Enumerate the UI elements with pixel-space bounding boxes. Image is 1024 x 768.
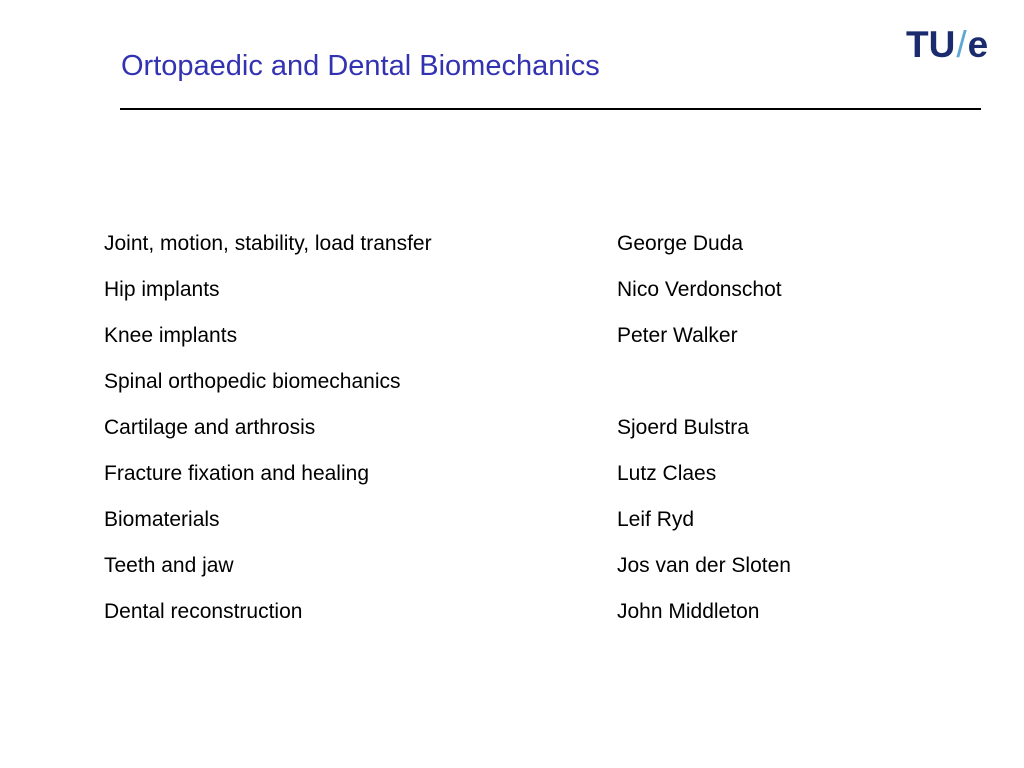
slide-title: Ortopaedic and Dental Biomechanics (121, 50, 600, 82)
list-item (104, 368, 904, 414)
list-item (104, 276, 904, 322)
topic-label: Biomaterials (104, 508, 220, 531)
list-item (104, 460, 904, 506)
topic-speaker-list (104, 230, 904, 644)
speaker-name: Nico Verdonschot (617, 278, 782, 301)
list-item (104, 552, 904, 598)
speaker-name: Leif Ryd (617, 508, 695, 531)
logo-text-tu: TU (906, 24, 956, 65)
logo-text-e: e (967, 24, 989, 65)
topic-label: Knee implants (104, 324, 238, 347)
speaker-name: George Duda (617, 232, 744, 255)
topic-label: Spinal orthopedic biomechanics (104, 370, 401, 393)
list-item (104, 230, 904, 276)
list-item (104, 414, 904, 460)
list-item (104, 598, 904, 644)
topic-label: Fracture fixation and healing (104, 462, 369, 485)
list-item (104, 322, 904, 368)
topic-label: Hip implants (104, 278, 220, 301)
logo-slash: / (956, 24, 967, 65)
speaker-name: Peter Walker (617, 324, 738, 347)
list-item (104, 506, 904, 552)
speaker-name: Lutz Claes (617, 462, 717, 485)
topic-label: Cartilage and arthrosis (104, 416, 316, 439)
topic-label: Teeth and jaw (104, 554, 234, 577)
tue-logo (906, 26, 988, 70)
topic-label: Joint, motion, stability, load transfer (104, 232, 432, 255)
topic-label: Dental reconstruction (104, 600, 303, 623)
speaker-name: John Middleton (617, 600, 760, 623)
title-divider (120, 108, 981, 110)
speaker-name: Jos van der Sloten (617, 554, 791, 577)
speaker-name: Sjoerd Bulstra (617, 416, 749, 439)
